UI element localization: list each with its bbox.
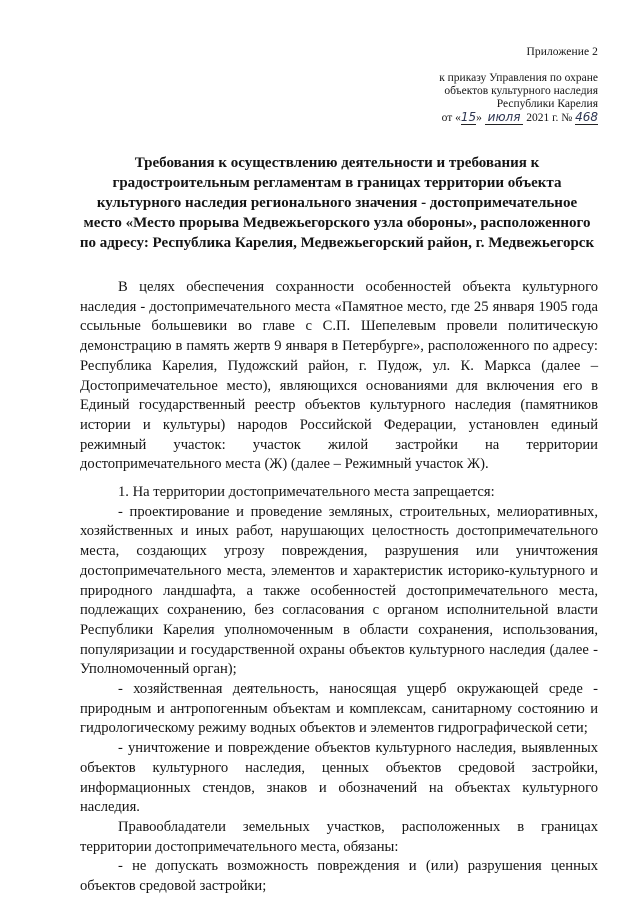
date-day: 15: [460, 110, 477, 124]
paragraph: - не допускать возможность повреждения и (или) разрушения ценных объектов средовой застройки;: [80, 858, 598, 895]
document-body: [80, 278, 598, 897]
order-date-line: [439, 111, 598, 125]
date-year: 2021 г. №: [526, 112, 573, 124]
date-prefix: от «: [441, 112, 461, 124]
paragraph: - проектирование и проведение земляных, строительных, мелиоративных, хозяйственных и иных работ, нарушающих целостность достопримечательного места, создающих угрозу повреждения, разрушения или уничтожения достопримечательного места, элементов и характеристик историко-культурного и природного ландшафта, а также особенностей достопримечательного места, подлежащих сохранению, без согласования с органом исполнительной власти Республики Карелия уполномоченным в области сохранения, использования, популяризации и государственной охраны объектов культурного наследия (далее - Уполномоченный орган);: [80, 503, 598, 678]
order-number: 468: [575, 110, 598, 124]
appendix-label: Приложение 2: [526, 46, 598, 58]
order-line: к приказу Управления по охране: [439, 72, 598, 84]
date-day-field: [461, 111, 476, 125]
document-title: Требования к осуществлению деятельности и требования к градостроительным регламентам в границах территории объекта культурного наследия регионального значения - достопримечательное место «Место прорыва Медвежьегорского узла обороны», расположенного по адресу: Республика Карелия, Медвежьегорский район, г. Медвежьегорск: [79, 155, 595, 251]
order-line: объектов культурного наследия: [444, 85, 598, 97]
order-line: Республики Карелия: [496, 98, 598, 110]
order-number-field: [575, 111, 598, 125]
date-mid: »: [476, 112, 482, 124]
paragraph: - уничтожение и повреждение объектов культурного наследия, выявленных объектов культурного наследия, ценных объектов средовой застройки, информационных стендов, знаков и обозначений на объектах культурного наследия.: [80, 740, 598, 816]
paragraph: В целях обеспечения сохранности особенностей объекта культурного наследия - достопримечательного места «Памятное место, где 25 января 1905 года ссыльные большевики во главе с С.П. Шепелевым провели политическую демонстрацию в память жертв 9 января в Петербурге», расположенного по адресу: Республика Карелия, Пудожский район, г. Пудож, ул. К. Маркса (далее – Достопримечательное место), являющихся основаниями для включения его в Единый государственный реестр объектов культурного наследия (памятников истории и культуры) народов Российской Федерации, установлен единый режимный участок: участок жилой застройки на территории достопримечательного места (Ж) (далее – Режимный участок Ж).: [80, 279, 598, 473]
paragraph: Правообладатели земельных участков, расположенных в границах территории достопримечательного места, обязаны:: [80, 818, 598, 855]
paragraph: - хозяйственная деятельность, наносящая ущерб окружающей среде - природным и антропогенным объектам и комплексам, санитарному состоянию и гидрологическому режиму водных объектов и элементов гидрографической сети;: [80, 681, 598, 737]
date-month-field: [485, 111, 524, 125]
order-reference: [439, 72, 598, 125]
date-month: июля: [487, 110, 521, 124]
paragraph: 1. На территории достопримечательного места запрещается:: [118, 484, 495, 501]
